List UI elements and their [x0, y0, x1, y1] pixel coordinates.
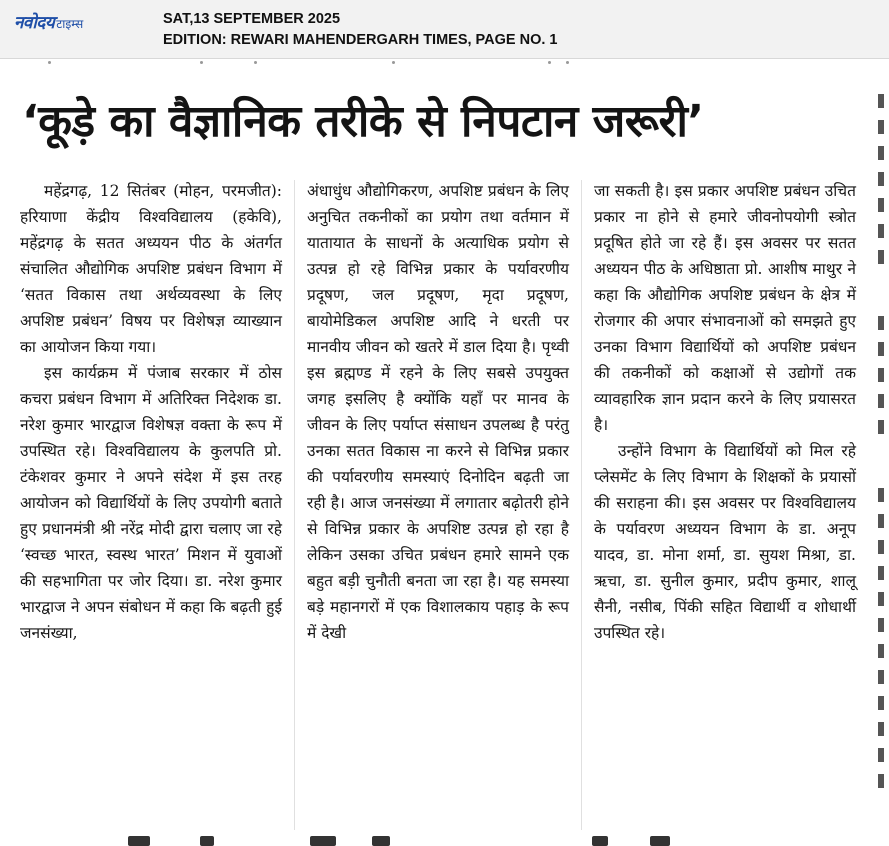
article-paragraph: जा सकती है। इस प्रकार अपशिष्ट प्रबंधन उचित प्रकार ना होने से हमारे जीवनोपयोगी स्त्रोत प्रदूषित होते जा रहे हैं। इस अवसर पर सतत अध्ययन पीठ के अधिष्ठाता प्रो. आशीष माथुर ने कहा कि औद्योगिक अपशिष्ट प्रबंधन के क्षेत्र में रोजगार की अपार संभावनाओं को समझते हुए उनका विभाग विद्यार्थियों को अपशिष्ट प्रबंधन की तकनीकों को कक्षाओं से उद्योगों तक व्यावहारिक ज्ञान प्रदान करने के लिए प्रयासरत है। [594, 182, 856, 434]
article-paragraph: इस कार्यक्रम में पंजाब सरकार में ठोस कचरा प्रबंधन विभाग में अतिरिक्त निदेशक डा. नरेश कुमार भारद्वाज विशेषज्ञ वक्ता के रूप में उपस्थित रहे। विश्वविद्यालय के कुलपति प्रो. टंकेशवर कुमार ने अपने संदेश में इस तरह आयोजन को विद्यार्थियों के लिए उपयोगी बताते हुए प्रधानमंत्री श्री नरेंद्र मोदी द्वारा चलाए जा रहे ‘स्वच्छ भारत, स्वस्थ भारत’ मिशन में युवाओं की सहभागिता पर जोर दिया। डा. नरेश कुमार भारद्वाज ने अपन संबोधन में कहा कि बढ़ती हुई जनसंख्या, [20, 364, 282, 642]
clipping-header [0, 0, 889, 59]
article-paragraph: उन्होंने विभाग के विद्यार्थियों को मिल रहे प्लेसमेंट के लिए विभाग के शिक्षकों के प्रयासों की सराहना की। इस अवसर पर विश्वविद्यालय के पर्यावरण अध्ययन विभाग के डा. अनूप यादव, डा. मोना शर्मा, डा. सुयश मिश्रा, डा. ऋचा, डा. सुनील कुमार, प्रदीप कुमार, शालू सैनी, नसीब, पिंकी सहित विद्यार्थी व शोधार्थी उपस्थित रहे। [594, 442, 856, 642]
article-column-2 [307, 178, 569, 646]
article-column-1 [20, 178, 282, 646]
article-paragraph: महेंद्रगढ़, 12 सितंबर (मोहन, परमजीत): हरियाणा केंद्रीय विश्वविद्यालय (हकेवि), महेंद्रगढ़ के सतत अध्ययन पीठ के अंतर्गत संचालित औद्योगिक अपशिष्ट प्रबंधन विभाग में ‘सतत विकास तथा अर्थव्यवस्था के लिए अपशिष्ट प्रबंधन’ विषय पर विशेषज्ञ व्याख्यान का आयोजन किया गया। [20, 182, 282, 356]
newspaper-logo[interactable] [14, 10, 83, 32]
edition-line: EDITION: REWARI MAHENDERGARH TIMES, PAGE NO. 1 [163, 32, 558, 48]
article-column-3 [594, 178, 856, 646]
cropped-bottom-fragments [0, 832, 889, 846]
logo-sub-text: टाइम्स [56, 17, 84, 31]
column-divider [581, 180, 582, 830]
edition-meta [163, 9, 557, 51]
article-headline: ‘कूड़े का वैज्ञानिक तरीके से निपटान जरूरी’ [22, 96, 704, 147]
logo-main-text: नवोदय [14, 13, 55, 33]
cropped-top-fragments [0, 61, 889, 67]
date-line: SAT,13 SEPTEMBER 2025 [163, 11, 341, 27]
column-divider [294, 180, 295, 830]
adjacent-article-fragment [876, 88, 889, 808]
article-paragraph: अंधाधुंध औद्योगिकरण, अपशिष्ट प्रबंधन के लिए अनुचित तकनीकों का प्रयोग तथा वर्तमान में यातायात के साधनों के अत्याधिक प्रयोग से उत्पन्न हो रहे विभिन्न प्रकार के पर्यावरणीय प्रदूषण, जल प्रदूषण, मृदा प्रदूषण, बायोमेडिकल अपशिष्ट आदि ने धरती पर मानवीय जीवन को खतरे में डाल दिया है। पृथ्वी इस ब्रह्मण्ड में रहने के लिए सबसे उपयुक्त जगह इसलिए है क्योंकि यहाँ पर मानव के जीवन के लिए पर्याप्त संसाधन उपलब्ध है परंतु उनका सतत विकास ना करने से विभिन्न प्रकार की पर्यावरणीय समस्याएं दिनोदिन बढ़ती जा रही है। आज जनसंख्या में लगातार बढ़ोतरी होने से विभिन्न प्रकार के अपशिष्ट उत्पन्न हो रहा है लेकिन उसका उचित प्रबंधन हमारे सामने एक बहुत बड़ी चुनौती बनता जा रहा है। यह समस्या बड़े महानगरों में एक विशालकाय पहाड़ के रूप में देखी [307, 182, 569, 642]
